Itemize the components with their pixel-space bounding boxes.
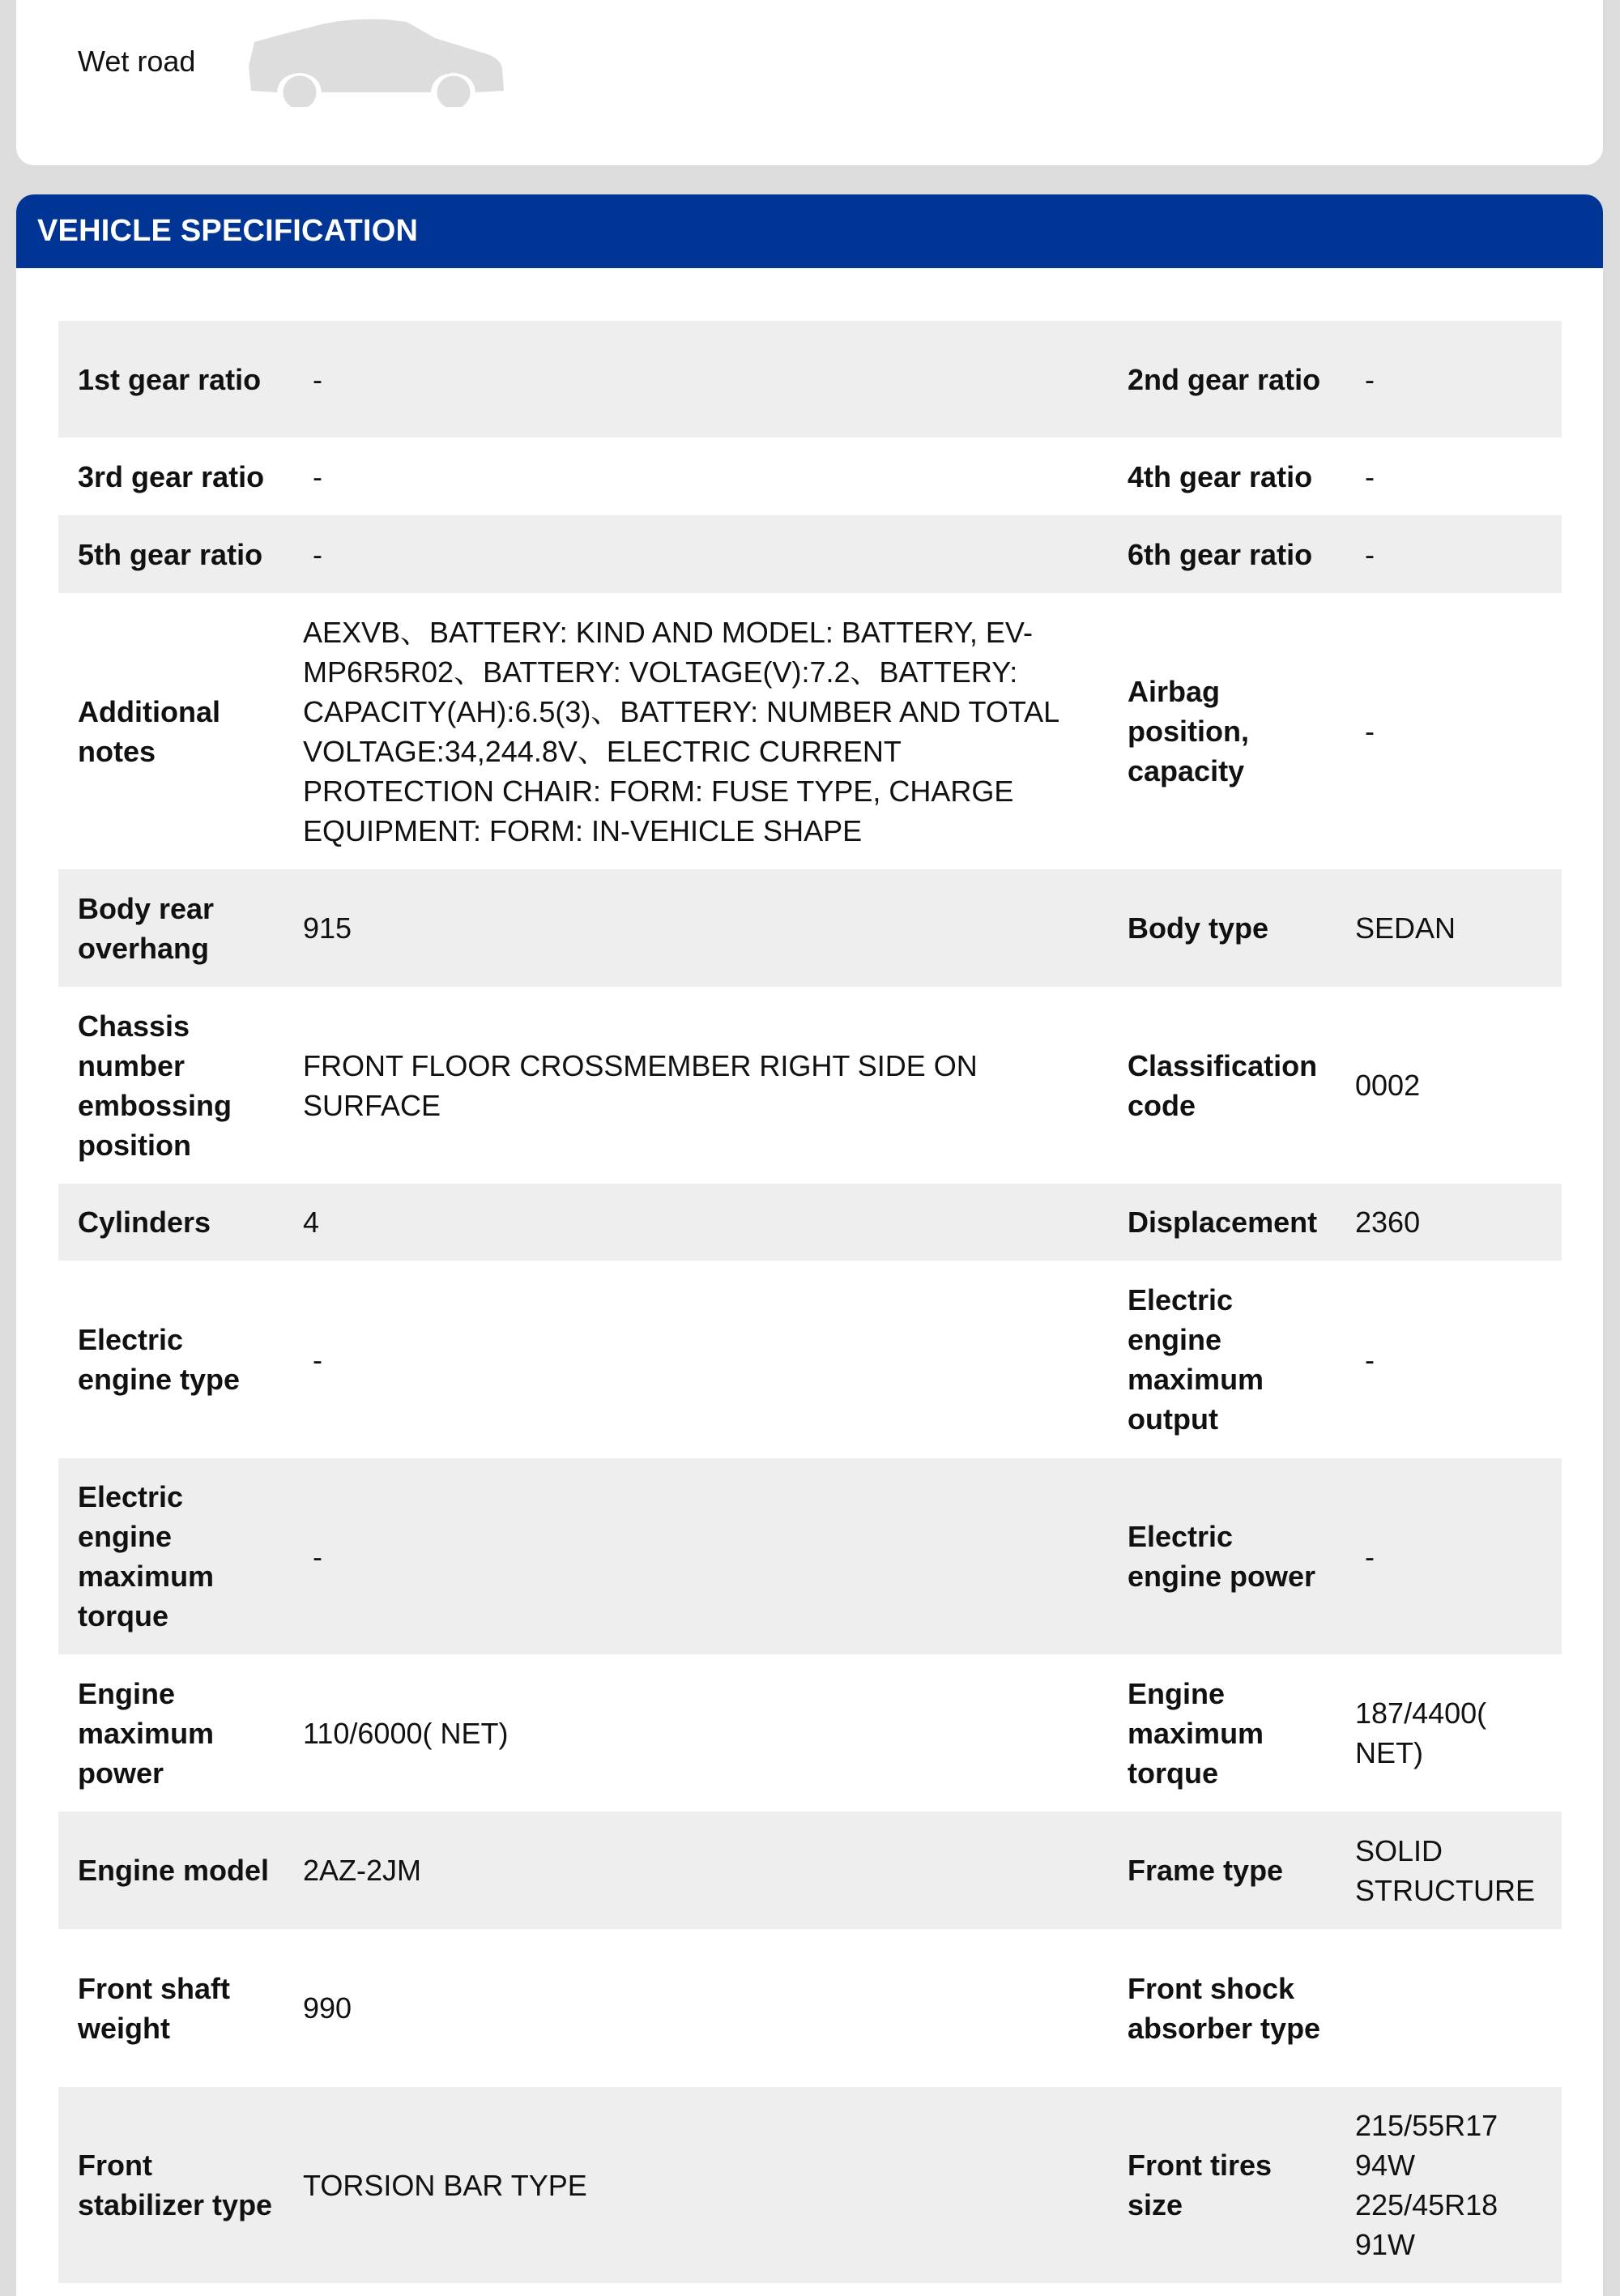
table-row xyxy=(58,1184,1562,1261)
spec-label: Airbag position, capacity xyxy=(1128,675,1249,787)
table-row xyxy=(58,1812,1562,1929)
table-row xyxy=(58,321,1562,437)
spec-label: Body type xyxy=(1128,911,1269,945)
spec-value: 2AZ-2JM xyxy=(303,1854,422,1887)
spec-value: FRONT FLOOR CROSSMEMBER RIGHT SIDE ON SURFACE xyxy=(303,1048,978,1122)
table-row xyxy=(58,2087,1562,2283)
spec-value: 990 xyxy=(303,1991,352,2025)
spec-value: - xyxy=(1365,537,1375,571)
spec-label: Chassis number embossing position xyxy=(78,1009,232,1162)
spec-value: 187/4400( NET) xyxy=(1355,1696,1487,1769)
spec-label: 2nd gear ratio xyxy=(1128,362,1321,396)
table-row xyxy=(58,1929,1562,2087)
spec-value: 4 xyxy=(303,1206,320,1239)
spec-value xyxy=(1343,1929,1562,2087)
spec-value: - xyxy=(1365,459,1375,493)
spec-value: - xyxy=(313,459,322,493)
spec-label: 1st gear ratio xyxy=(78,362,262,396)
table-row xyxy=(58,1261,1562,1458)
spec-value: - xyxy=(1365,1539,1375,1573)
spec-value: 2360 xyxy=(1355,1206,1421,1239)
spec-value: 0002 xyxy=(1355,1069,1421,1102)
table-row xyxy=(58,1654,1562,1812)
spec-label: Electric engine maximum torque xyxy=(78,1480,215,1632)
spec-label: 6th gear ratio xyxy=(1128,537,1313,571)
spec-value: - xyxy=(313,1342,322,1376)
table-row xyxy=(58,1458,1562,1654)
spec-value: - xyxy=(1365,715,1375,748)
vehicle-specification-card xyxy=(16,194,1603,2296)
spec-label: 5th gear ratio xyxy=(78,537,263,571)
spec-table xyxy=(58,321,1562,2283)
spec-value: - xyxy=(313,1539,322,1573)
spec-value: - xyxy=(1365,1342,1375,1376)
spec-label: Frame type xyxy=(1128,1854,1284,1887)
spec-label: Front shock absorber type xyxy=(1128,1971,1321,2045)
spec-value: TORSION BAR TYPE xyxy=(303,2168,587,2202)
spec-value: SEDAN xyxy=(1355,911,1456,945)
spec-value: 915 xyxy=(303,911,352,945)
spec-label: Additional notes xyxy=(78,694,220,768)
spec-value: SOLID STRUCTURE xyxy=(1355,1833,1535,1907)
spec-label: Engine maximum power xyxy=(78,1676,215,1790)
spec-value: AEXVB、BATTERY: KIND AND MODEL: BATTERY, EV-MP6R5R02、BATTERY: VOLTAGE(V):7.2、BATTERY: CAPACITY(AH):6.5(3)、BATTERY: NUMBER AND TOTAL VOLTAGE:34,244.8V、ELECTRIC CURRENT PROTECTION CHAIR: FORM: FUSE TYPE, CHARGE EQUIPMENT: FORM: IN-VEHICLE SHAPE xyxy=(303,615,1059,847)
spec-label: Front shaft weight xyxy=(78,1971,230,2045)
spec-value: 110/6000( NET) xyxy=(303,1716,509,1750)
table-row xyxy=(58,437,1562,515)
spec-value: 215/55R17 94W 225/45R18 91W xyxy=(1355,2109,1498,2261)
spec-label: Displacement xyxy=(1128,1206,1318,1239)
spec-label: 4th gear ratio xyxy=(1128,459,1313,493)
spec-label: 3rd gear ratio xyxy=(78,459,265,493)
spec-value: - xyxy=(313,537,322,571)
spec-value: - xyxy=(1365,362,1375,396)
spec-label: Front tires size xyxy=(1128,2149,1273,2221)
spec-label: Electric engine type xyxy=(78,1323,241,1396)
spec-label: Body rear overhang xyxy=(78,891,215,965)
spec-value: - xyxy=(313,362,322,396)
table-row xyxy=(58,515,1562,593)
section-header: VEHICLE SPECIFICATION xyxy=(16,194,1603,268)
spec-label: Cylinders xyxy=(78,1206,211,1239)
spec-label: Front stabilizer type xyxy=(78,2149,273,2221)
road-condition-label: Wet road xyxy=(78,45,196,78)
table-row xyxy=(58,593,1562,869)
spec-label: Engine model xyxy=(78,1854,270,1887)
car-silhouette-icon xyxy=(245,18,508,107)
spec-label: Classification code xyxy=(1128,1048,1318,1122)
spec-label: Engine maximum torque xyxy=(1128,1676,1264,1790)
spec-label: Electric engine power xyxy=(1128,1520,1316,1593)
table-row xyxy=(58,869,1562,987)
table-row xyxy=(58,987,1562,1184)
spec-label: Electric engine maximum output xyxy=(1128,1283,1264,1436)
road-condition-card xyxy=(16,0,1603,165)
